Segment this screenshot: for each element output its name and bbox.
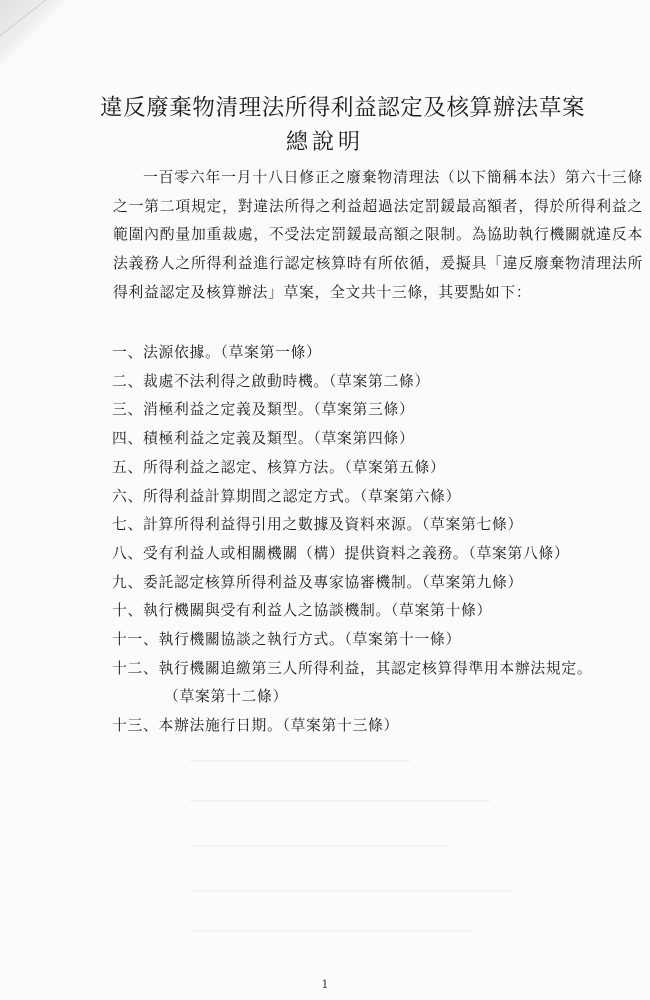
document-title: 違反廢棄物清理法所得利益認定及核算辦法草案 <box>100 95 586 121</box>
page-number: 1 <box>321 978 329 991</box>
show-through-mark <box>190 800 490 802</box>
key-point: 五、所得利益之認定、核算方法。（草案第五條） <box>112 458 446 476</box>
key-point-continuation-text: （草案第十二條） <box>164 688 288 706</box>
intro-paragraph: 一百零六年一月十八日修正之廢棄物清理法（以下簡稱本法）第六十三條之一第二項規定，對違法所得之利益超過法定罰鍰最高額者，得於所得利益之範圍內酌量加重裁處，不受法定罰鍰最高額之限制。為協助執行機關就違反本法義務人之所得利益進行認定核算時有所依循，爰擬具「違反廢棄物清理法所得利益認定及核算辦法」草案，全文共十三條，其要點如下： <box>113 169 643 301</box>
show-through-mark <box>190 890 510 892</box>
key-point: 六、所得利益計算期間之認定方式。（草案第六條） <box>112 487 462 505</box>
key-point: 十一、執行機關協談之執行方式。（草案第十一條） <box>112 631 462 649</box>
key-point: 九、委託認定核算所得利益及專家協審機制。（草案第九條） <box>112 573 524 591</box>
key-point: 七、計算所得利益得引用之數據及資料來源。（草案第七條） <box>112 516 524 534</box>
key-point: 三、消極利益之定義及類型。（草案第三條） <box>112 401 415 419</box>
key-points-list <box>112 339 650 741</box>
folded-corner <box>0 0 70 70</box>
show-through-mark <box>190 760 410 762</box>
show-through-mark <box>190 930 470 932</box>
key-point: 二、裁處不法利得之啟動時機。（草案第二條） <box>112 372 431 390</box>
key-point: 十二、執行機關追繳第三人所得利益，其認定核算得準用本辦法規定。 <box>112 659 593 677</box>
key-point: 十、執行機關與受有利益人之協談機制。（草案第十條） <box>112 602 493 620</box>
key-point: 一、法源依據。（草案第一條） <box>112 344 322 361</box>
key-point: 八、受有利益人或相關機關（構）提供資料之義務。（草案第八條） <box>112 544 570 562</box>
key-point: 十三、本辦法施行日期。（草案第十三條） <box>112 717 400 735</box>
key-point: 四、積極利益之定義及類型。（草案第四條） <box>112 430 415 448</box>
document-subtitle: 總說明 <box>285 130 364 155</box>
show-through-mark <box>190 845 450 847</box>
key-point-continuation <box>112 683 650 712</box>
